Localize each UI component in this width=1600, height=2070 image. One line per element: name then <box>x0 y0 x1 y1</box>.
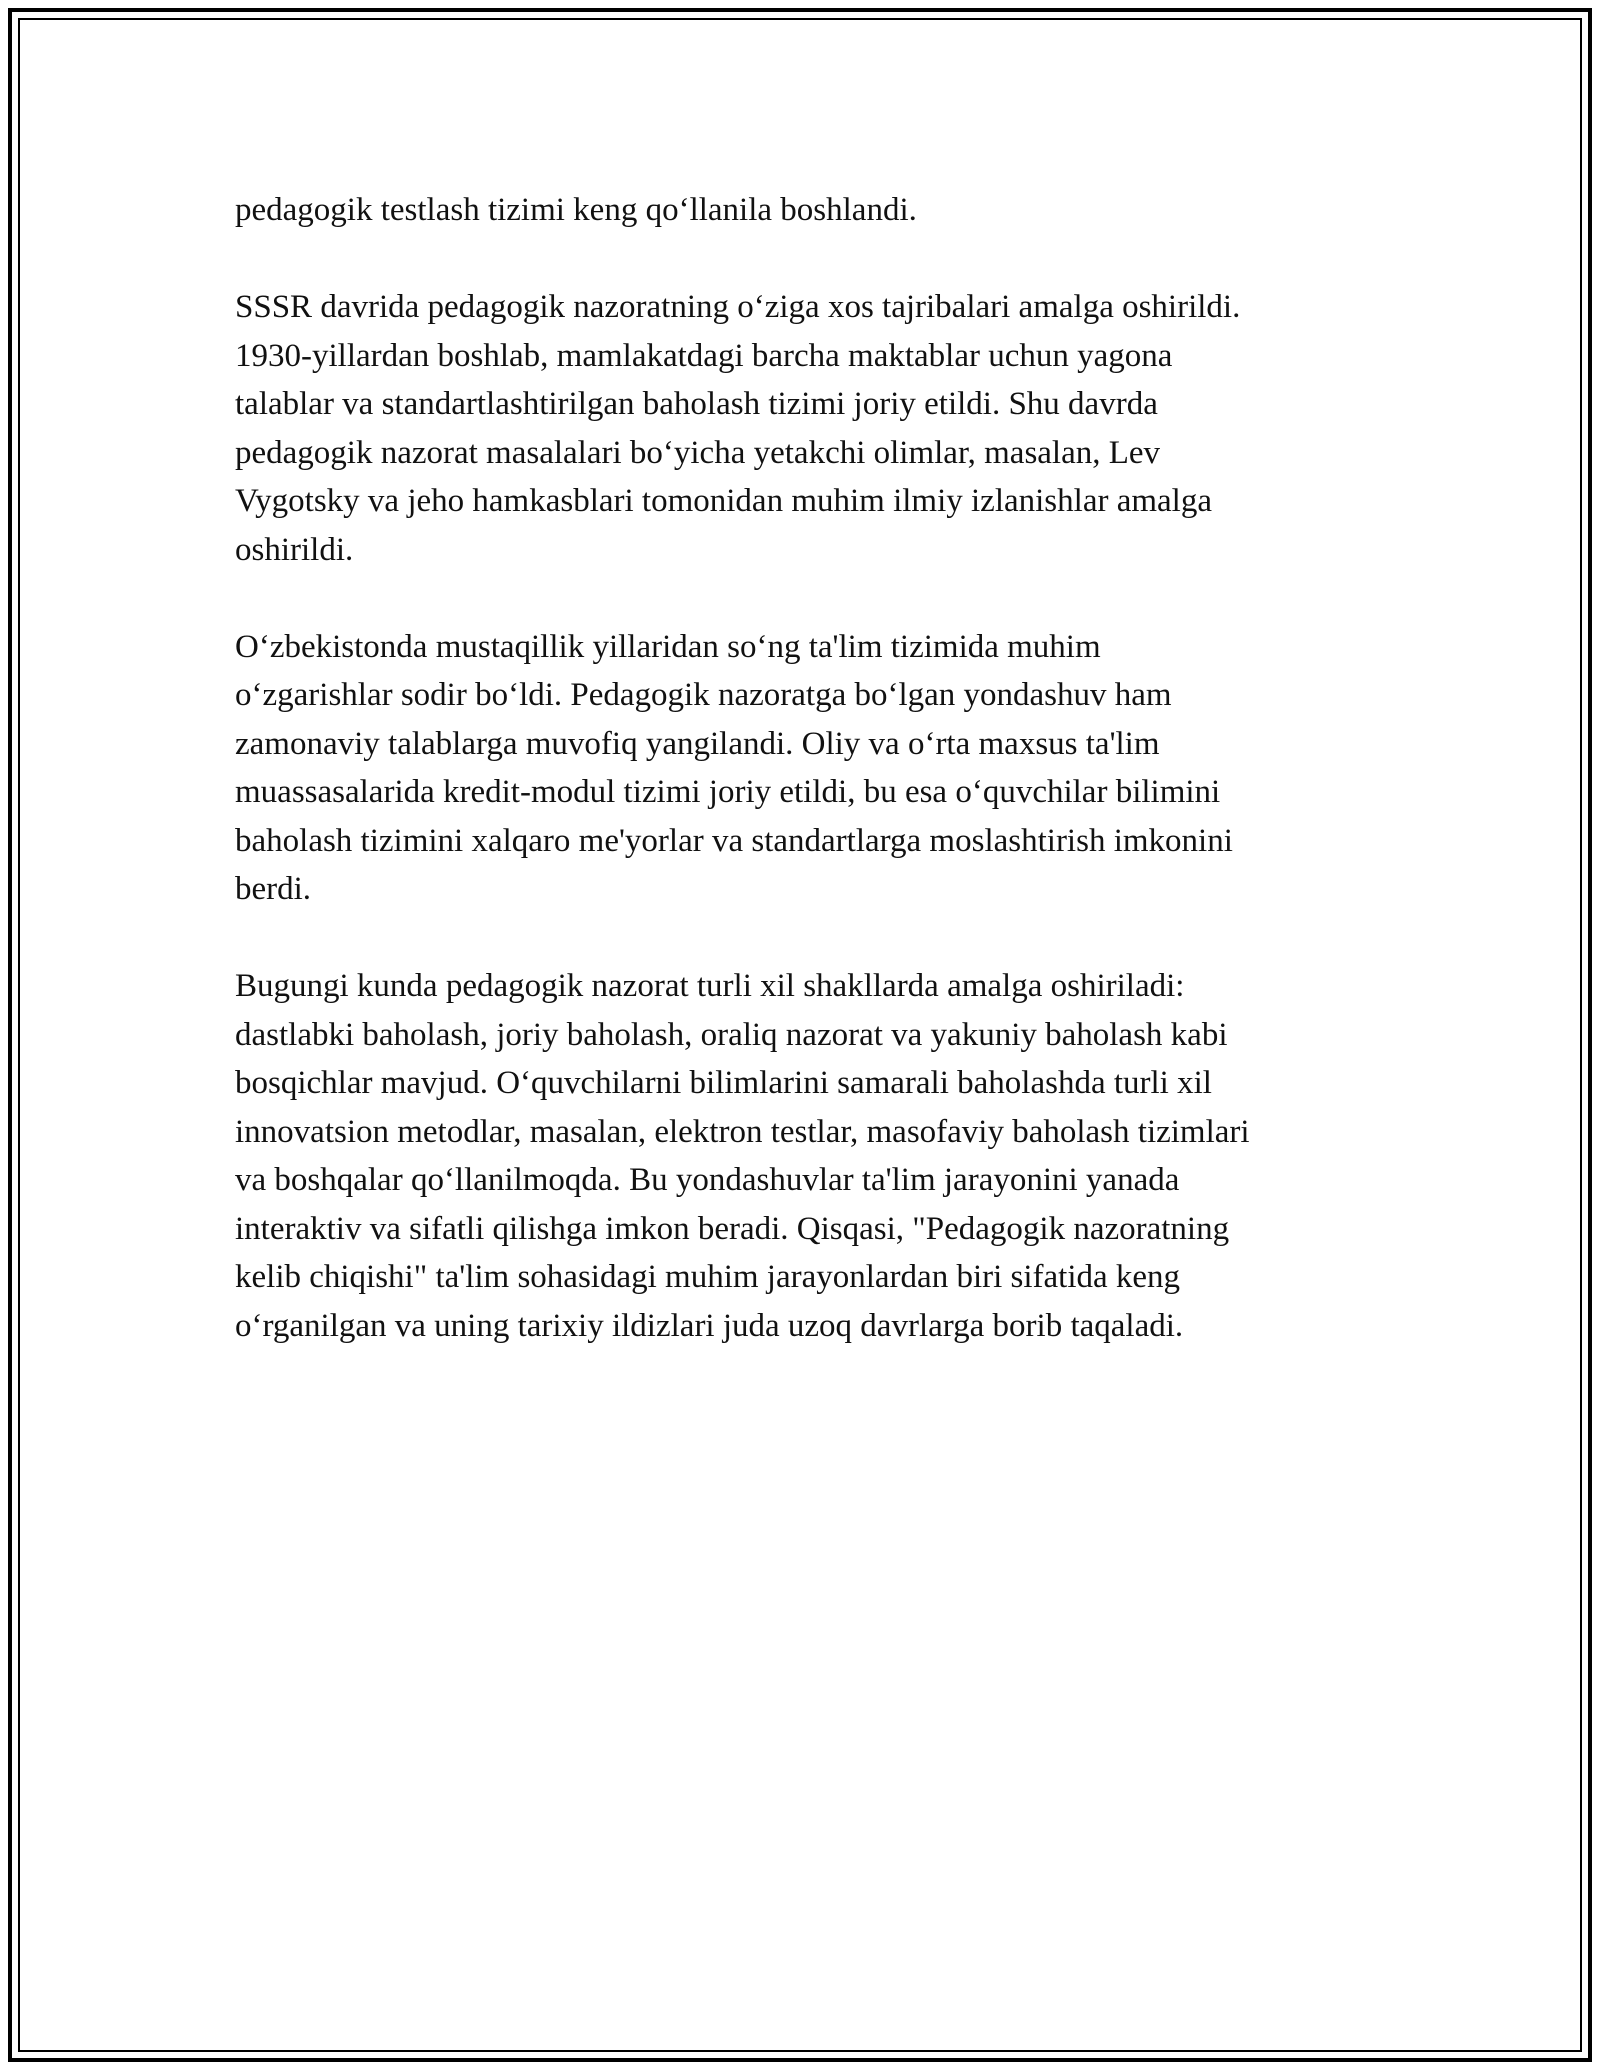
text-line: o‘zgarishlar sodir bo‘ldi. Pedagogik nazoratga bo‘lgan yondashuv ham <box>235 677 1172 713</box>
text-line: O‘zbekistonda mustaqillik yillaridan so‘ng ta'lim tizimida muhim <box>235 628 1101 665</box>
text-line: kelib chiqishi" ta'lim sohasidagi muhim jarayonlardan biri sifatida keng <box>235 1259 1181 1295</box>
text-line: va boshqalar qo‘llanilmoqda. Bu yondashuvlar ta'lim jarayonini yanada <box>235 1162 1180 1198</box>
text-line: bosqichlar mavjud. O‘quvchilarni bilimlarini samarali baholashda turli xil <box>235 1065 1212 1101</box>
text-line: interaktiv va sifatli qilishga imkon beradi. Qisqasi, "Pedagogik nazoratning <box>235 1210 1230 1247</box>
text-line: talablar va standartlashtirilgan baholash tizimi joriy etildi. Shu davrda <box>235 386 1158 422</box>
text-line: berdi. <box>235 871 312 907</box>
text-line: SSSR davrida pedagogik nazoratning o‘ziga xos tajribalari amalga oshirildi. <box>235 289 1241 325</box>
text-line: 1930-yillardan boshlab, mamlakatdagi barcha maktablar uchun yagona <box>235 337 1173 374</box>
document-body <box>235 186 1385 1399</box>
text-line: innovatsion metodlar, masalan, elektron testlar, masofaviy baholash tizimlari <box>235 1113 1250 1150</box>
text-line: Vygotsky va jeho hamkasblari tomonidan muhim ilmiy izlanishlar amalga <box>235 483 1212 519</box>
paragraph-2 <box>235 283 1385 574</box>
text-line: zamonaviy talablarga muvofiq yangilandi. Oliy va o‘rta maxsus ta'lim <box>235 725 1160 762</box>
text-line: muassasalarida kredit-modul tizimi joriy etildi, bu esa o‘quvchilar bilimini <box>235 774 1221 810</box>
text-line: Bugungi kunda pedagogik nazorat turli xil shakllarda amalga oshiriladi: <box>235 968 1185 1004</box>
text-line: pedagogik nazorat masalalari bo‘yicha yetakchi olimlar, masalan, Lev <box>235 434 1161 471</box>
paragraph-1 <box>235 186 1385 235</box>
paragraph-3 <box>235 623 1385 914</box>
paragraph-4 <box>235 962 1385 1350</box>
text-line: dastlabki baholash, joriy baholash, oraliq nazorat va yakuniy baholash kabi <box>235 1016 1228 1053</box>
text-line: oshirildi. <box>235 531 354 568</box>
text-line: pedagogik testlash tizimi keng qo‘llanila boshlandi. <box>235 192 917 228</box>
text-line: baholash tizimini xalqaro me'yorlar va standartlarga moslashtirish imkonini <box>235 822 1233 859</box>
text-line: o‘rganilgan va uning tarixiy ildizlari juda uzoq davrlarga borib taqaladi. <box>235 1307 1184 1344</box>
